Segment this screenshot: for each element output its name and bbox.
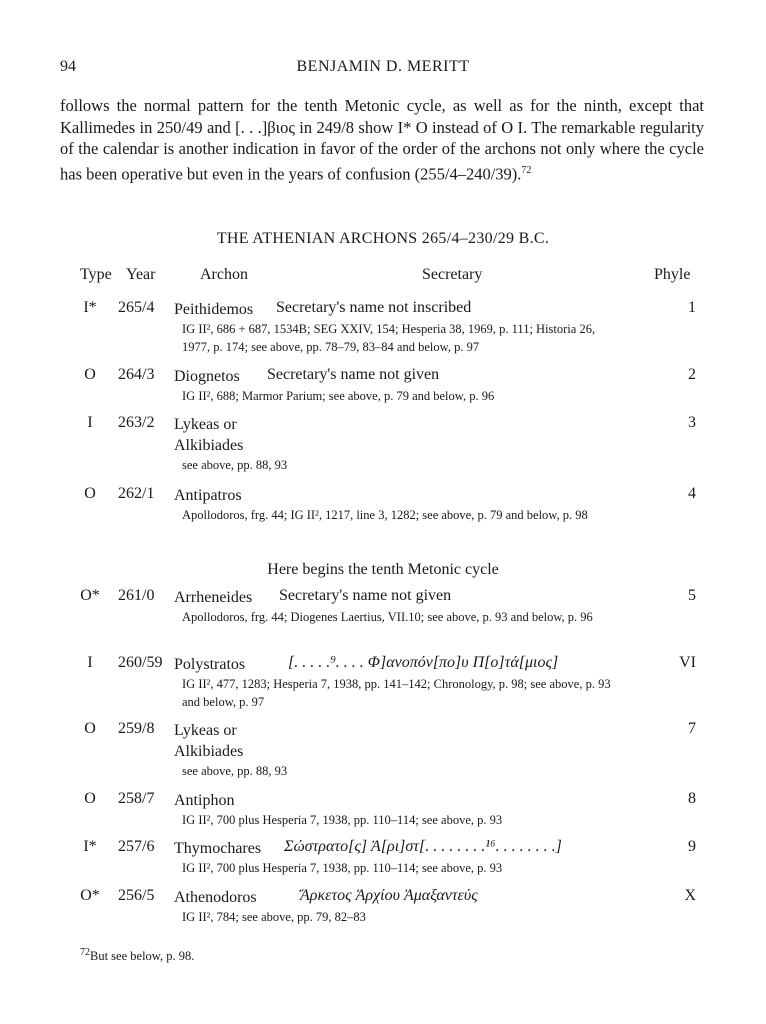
entry-reference: see above, pp. 88, 93 [182, 458, 288, 472]
col-archon: Archon [200, 266, 248, 283]
entry-reference: IG II², 784; see above, pp. 79, 82–83 [182, 910, 366, 924]
entry-reference: Apollodoros, frg. 44; IG II², 1217, line 3, 1282; see above, p. 79 and below, p. 98 [182, 508, 588, 522]
entry-type: O [84, 366, 96, 383]
entry-type: O [84, 790, 96, 807]
entry-year: 259/8 [118, 720, 155, 737]
entry-type: I* [83, 838, 97, 855]
col-phyle: Phyle [654, 266, 691, 283]
entry-year: 260/59 [118, 654, 163, 671]
entry-secretary: Secretary's name not inscribed [276, 299, 472, 316]
entry-year: 256/5 [118, 887, 155, 904]
entry-phyle: 8 [688, 790, 696, 807]
entry-type: O [84, 720, 96, 737]
entry-phyle: 5 [688, 587, 696, 604]
intro-paragraph [60, 95, 704, 185]
column-headers [60, 266, 704, 286]
entry-year: 265/4 [118, 299, 155, 316]
entry-year: 258/7 [118, 790, 155, 807]
entry-reference: IG II², 700 plus Hesperia 7, 1938, pp. 110–114; see above, p. 93 [182, 813, 503, 827]
title-text: THE ATHENIAN ARCHONS 265/4–230/29 [216, 230, 515, 247]
entry-archon: Thymochares [174, 840, 262, 857]
entry-reference: IG II², 700 plus Hesperia 7, 1938, pp. 110–114; see above, p. 93 [182, 861, 503, 875]
entry-secretary: [. . . . .⁹. . . . Φ]ανοπόν[πο]υ Π[ο]τά[μιος] [288, 654, 559, 671]
entry-phyle: VI [679, 654, 696, 671]
running-author: BENJAMIN D. MERITT [296, 58, 470, 75]
cycle-heading: Here begins the tenth Metonic cycle [267, 561, 499, 578]
footnote-number: 72 [80, 947, 90, 958]
entry-type: O* [80, 587, 100, 604]
entry-phyle: 2 [688, 366, 696, 383]
entry-archon: Polystratos [174, 656, 246, 673]
entry-year: 257/6 [118, 838, 155, 855]
entry-phyle: 4 [688, 485, 696, 502]
entry-archon: Athenodoros [174, 889, 257, 906]
entry-reference: IG II², 688; Marmor Parium; see above, p. 79 and below, p. 96 [182, 389, 495, 403]
entry-archon: Antipatros [174, 487, 242, 504]
entry-archon: Lykeas or Alkibiades [174, 416, 244, 454]
entry-reference: see above, pp. 88, 93 [182, 764, 288, 778]
entry-secretary: Secretary's name not given [279, 587, 452, 604]
footnote [80, 947, 194, 964]
entry-year: 263/2 [118, 414, 155, 431]
entry-year: 262/1 [118, 485, 155, 502]
intro-text: follows the normal pattern for the tenth Metonic cycle, as well as for the ninth, except that Kallimedes in 250/49 and [. . .]βιος in 249/8 show I* O instead of O I. The remarkable regularity of the calendar is another indication in favor of the order of the archons not only where the cycle has been operative but even in the years of confusion (255/4–240/39). [60, 96, 704, 183]
entry-type: I [87, 654, 93, 671]
entry-phyle: 9 [688, 838, 696, 855]
entry-archon: Antiphon [174, 792, 235, 809]
entry-reference: IG II², 686 + 687, 1534B; SEG XXIV, 154; Hesperia 38, 1969, p. 111; Historia 26, 1977, p. 174; see above, pp. 78–79, 83–84 and below, p. 97 [182, 322, 596, 354]
entry-type: I* [83, 299, 97, 316]
entry-type: I [87, 414, 93, 431]
entry-archon: Peithidemos [174, 301, 254, 318]
footnote-ref: 72 [521, 164, 532, 176]
entry-year: 261/0 [118, 587, 155, 604]
entry-year: 264/3 [118, 366, 155, 383]
entry-archon: Lykeas or Alkibiades [174, 722, 244, 760]
col-year: Year [126, 266, 156, 283]
entry-phyle: 1 [688, 299, 696, 316]
entry-type: O [84, 485, 96, 502]
page-number: 94 [60, 58, 76, 75]
entry-archon: Arrheneides [174, 589, 253, 606]
col-secretary: Secretary [422, 266, 483, 283]
entry-secretary: Secretary's name not given [267, 366, 440, 383]
title-era: B.C. [518, 230, 550, 247]
entry-secretary: Σώστρατο[ς] Ἀ[ρι]στ[. . . . . . . .¹⁶. . . . . . . .] [284, 838, 562, 855]
col-type: Type [80, 266, 112, 283]
footnote-text: But see below, p. 98. [90, 949, 195, 964]
table-title [0, 230, 766, 248]
entry-phyle: X [684, 887, 696, 904]
entry-secretary: Ἄρκετος Ἀρχίου Ἀμαξαντεύς [300, 887, 478, 904]
entry-reference: IG II², 477, 1283; Hesperia 7, 1938, pp. 141–142; Chronology, p. 98; see above, p. 93 and below, p. 97 [182, 677, 611, 709]
entry-type: O* [80, 887, 100, 904]
entry-phyle: 3 [688, 414, 696, 431]
entry-phyle: 7 [688, 720, 696, 737]
entry-reference: Apollodoros, frg. 44; Diogenes Laertius, VII.10; see above, p. 93 and below, p. 96 [182, 610, 593, 624]
entry-archon: Diognetos [174, 368, 240, 385]
